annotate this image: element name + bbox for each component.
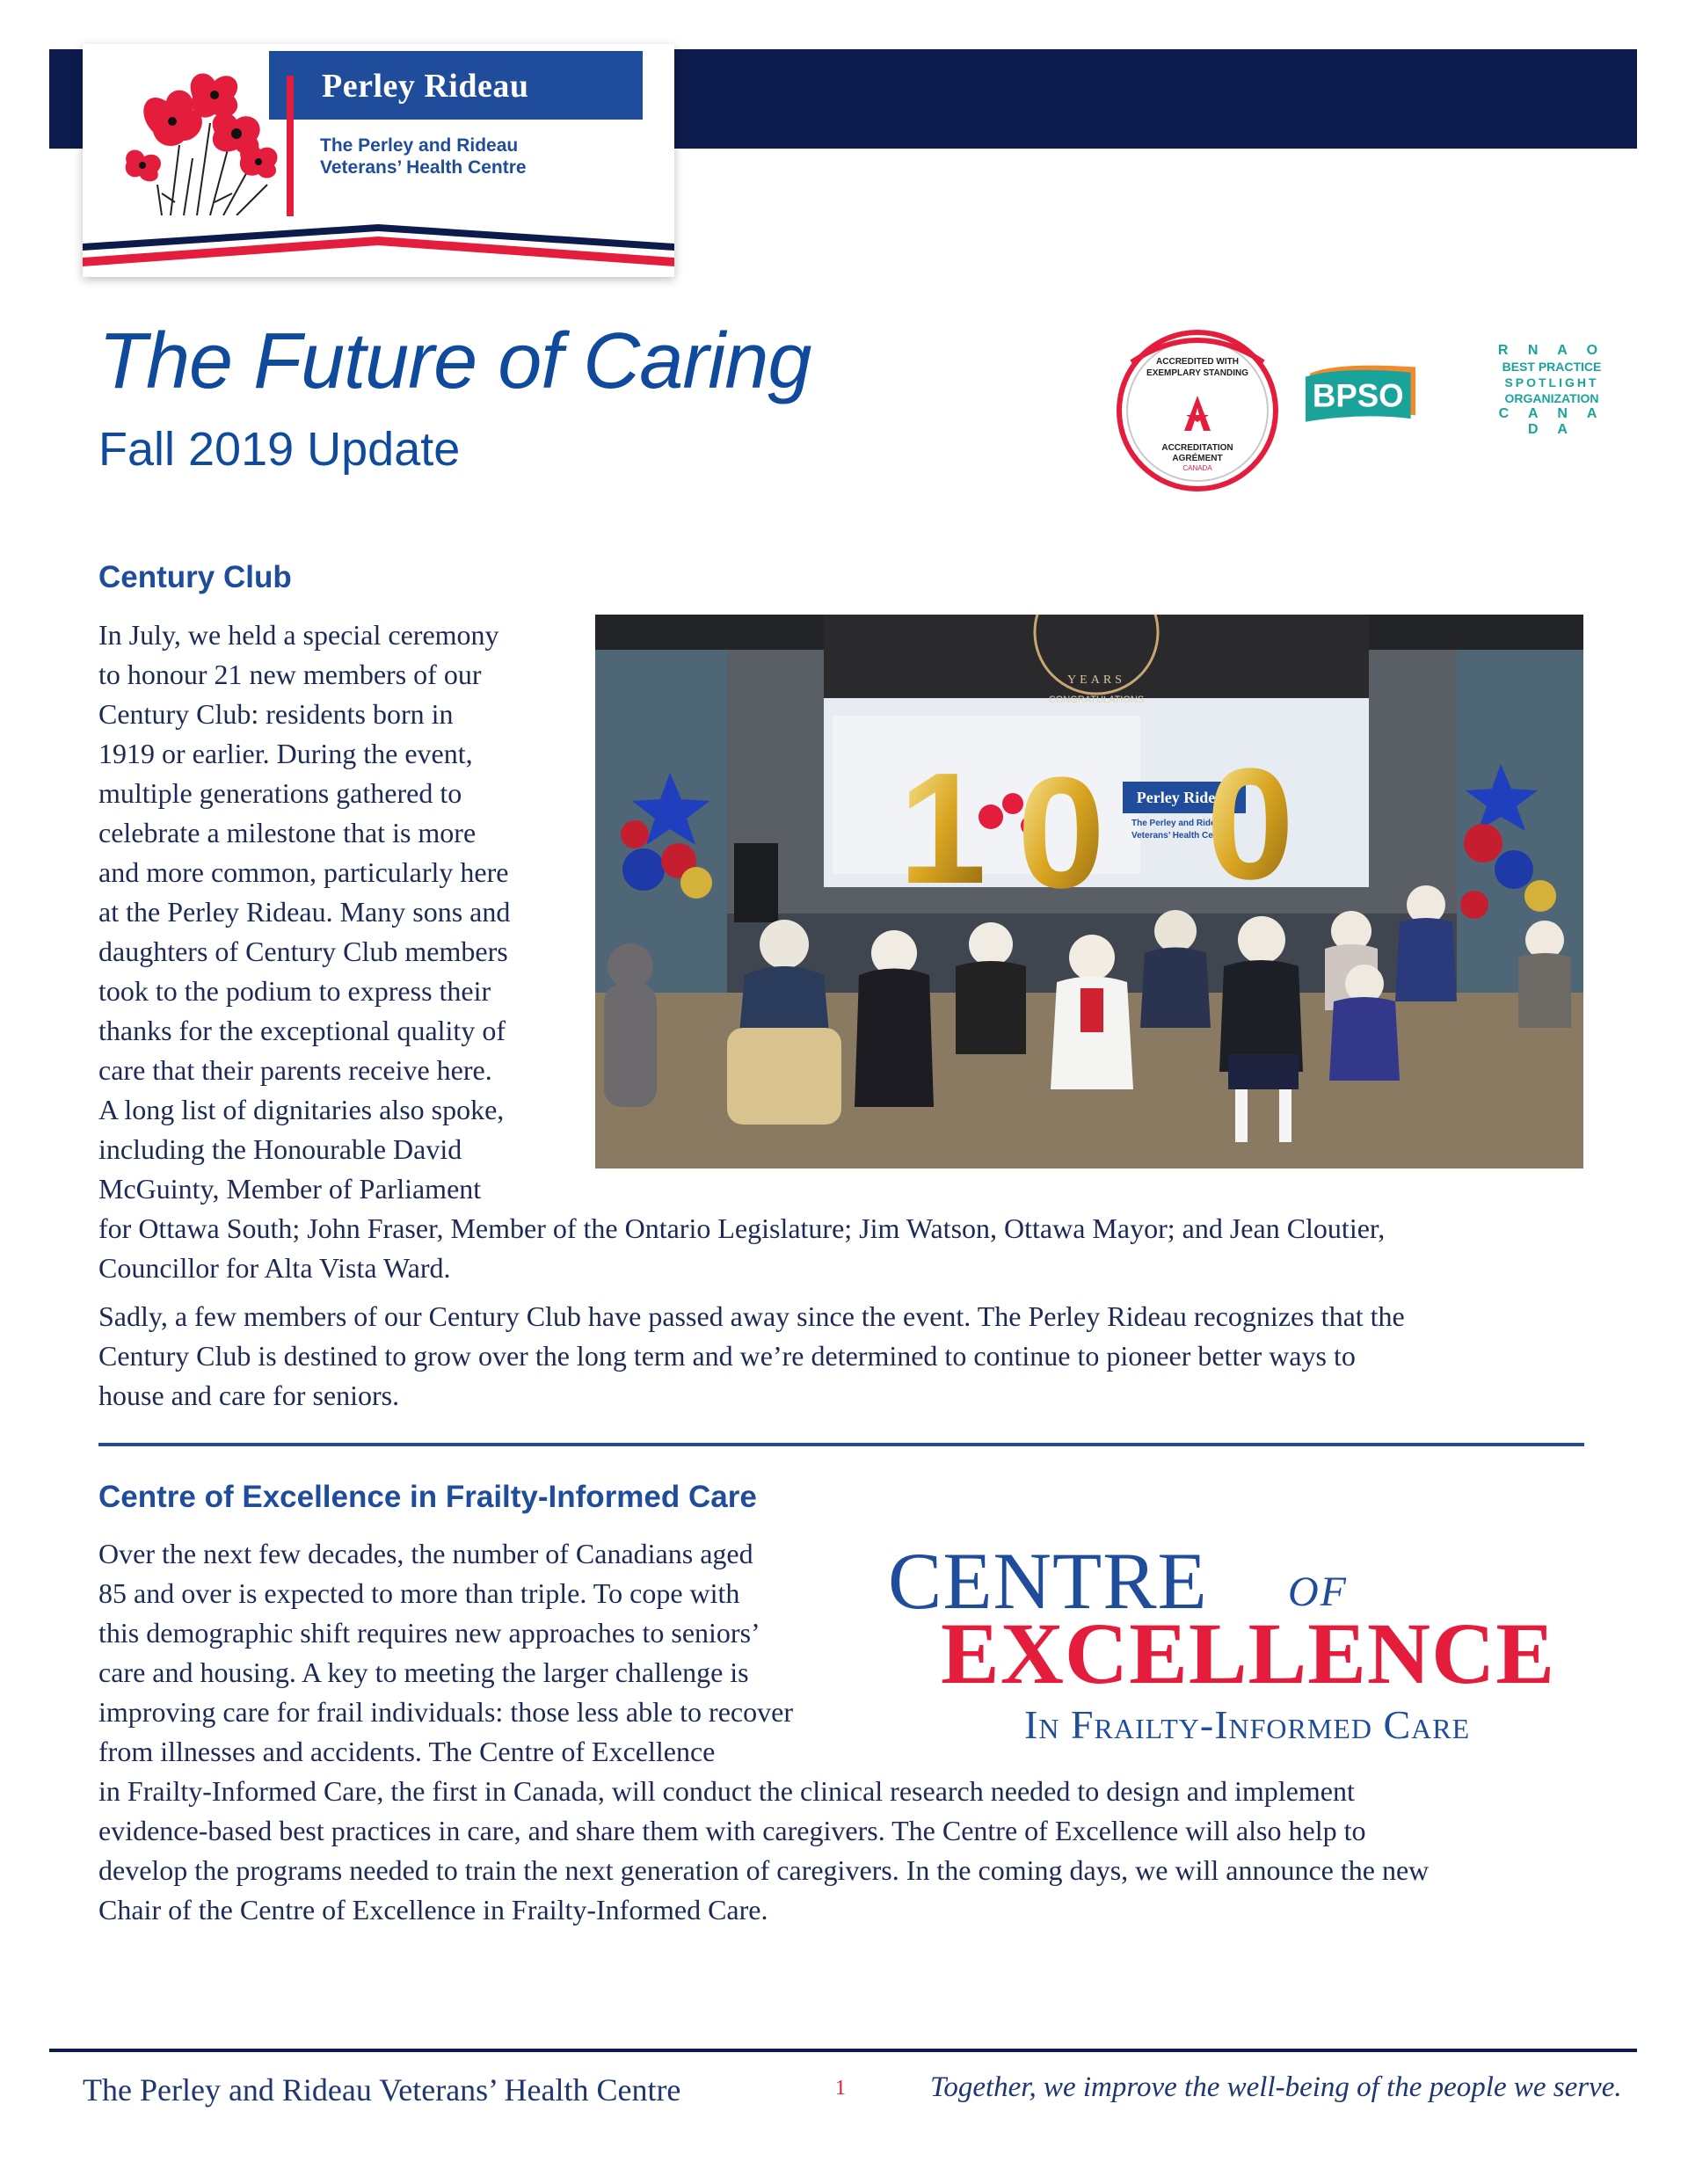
text-line: evidence-based best practices in care, and share them with caregivers. The Centre of Excellence will also help to bbox=[98, 1815, 1366, 1846]
page-number: 1 bbox=[835, 2077, 846, 2100]
screen-congratulations: CONGRATULATIONS bbox=[1048, 695, 1145, 705]
bpso-line1: BEST PRACTICE bbox=[1502, 360, 1602, 374]
text-line: Sadly, a few members of our Century Club have passed away since the event. The Perley Rideau recognizes that the bbox=[98, 1300, 1405, 1332]
text-line: develop the programs needed to train the next generation of caregivers. In the coming days, we will announce the new bbox=[98, 1854, 1430, 1886]
balloon-digit-1: 1 bbox=[898, 740, 987, 917]
bpso-rnao: R N A O bbox=[1497, 343, 1606, 358]
text-line: and more common, particularly here bbox=[98, 856, 509, 888]
century-club-wrapped-text bbox=[98, 615, 591, 1209]
coe-logo-excellence: EXCELLENCE bbox=[941, 1605, 1556, 1702]
screen-brand: Perley Rideau bbox=[1136, 789, 1233, 806]
centre-wrapped-text bbox=[98, 1534, 881, 1772]
brand-subtitle-line1: The Perley and Rideau bbox=[320, 135, 519, 156]
text-line: daughters of Century Club members bbox=[98, 935, 508, 967]
text-line: thanks for the exceptional quality of bbox=[98, 1015, 506, 1046]
centre-of-excellence-logo bbox=[888, 1534, 1591, 1745]
text-line: from illnesses and accidents. The Centre of Excellence bbox=[98, 1736, 716, 1767]
text-line: in Frailty-Informed Care, the first in Canada, will conduct the clinical research needed to design and implement bbox=[98, 1775, 1355, 1807]
coe-logo-of: OF bbox=[1288, 1569, 1348, 1615]
text-line: care and housing. A key to meeting the larger challenge is bbox=[98, 1656, 749, 1688]
text-line: Over the next few decades, the number of Canadians aged bbox=[98, 1538, 753, 1569]
brand-subtitle-line2: Veterans’ Health Centre bbox=[320, 157, 527, 178]
brand-red-bar bbox=[287, 76, 294, 216]
bpso-logo bbox=[1306, 341, 1486, 447]
page-title: The Future of Caring bbox=[98, 317, 811, 405]
text-line: Century Club is destined to grow over the long term and we’re determined to continue to pioneer better ways to bbox=[98, 1340, 1356, 1372]
text-line: care that their parents receive here. bbox=[98, 1054, 492, 1086]
seal-top-line2: EXEMPLARY STANDING bbox=[1146, 368, 1248, 378]
page-subtitle: Fall 2019 Update bbox=[98, 423, 461, 476]
text-line: In July, we held a special ceremony bbox=[98, 619, 499, 651]
text-line: Century Club: residents born in bbox=[98, 698, 454, 730]
text-line: including the Honourable David bbox=[98, 1133, 462, 1165]
centre-heading: Centre of Excellence in Frailty-Informed Care bbox=[98, 1480, 757, 1514]
text-line: to honour 21 new members of our bbox=[98, 659, 482, 690]
bpso-line3: ORGANIZATION bbox=[1504, 391, 1599, 405]
screen-sub2: Veterans’ Health Centre bbox=[1131, 831, 1230, 841]
bpso-label: BPSO bbox=[1312, 377, 1404, 414]
footer-divider bbox=[49, 2049, 1637, 2052]
text-line: for Ottawa South; John Fraser, Member of the Ontario Legislature; Jim Watson, Ottawa Mayor; and Jean Cloutier, bbox=[98, 1212, 1386, 1244]
text-line: McGuinty, Member of Parliament bbox=[98, 1173, 482, 1205]
accreditation-seal bbox=[1114, 327, 1281, 494]
section-divider bbox=[98, 1443, 1584, 1446]
screen-sub1: The Perley and Rideau bbox=[1131, 819, 1226, 828]
coe-logo-centre: CENTRE bbox=[888, 1536, 1208, 1626]
seal-bottom-line3: CANADA bbox=[1182, 464, 1212, 472]
footer-organization: The Perley and Rideau Veterans’ Health Centre bbox=[83, 2072, 681, 2108]
century-club-heading: Century Club bbox=[98, 560, 292, 594]
bpso-line2: SPOTLIGHT bbox=[1504, 375, 1599, 389]
seal-bottom-line2: AGRÉMENT bbox=[1172, 454, 1223, 463]
text-line: multiple generations gathered to bbox=[98, 777, 462, 809]
text-line: celebrate a milestone that is more bbox=[98, 817, 477, 848]
century-club-photo bbox=[595, 615, 1583, 1168]
seal-top-line1: ACCREDITED WITH bbox=[1156, 357, 1239, 367]
text-line: house and care for seniors. bbox=[98, 1380, 400, 1411]
seal-bottom-line1: ACCREDITATION bbox=[1161, 443, 1233, 453]
brand-subtitle bbox=[320, 135, 527, 178]
centre-full-text bbox=[98, 1772, 1611, 1930]
perley-rideau-logo bbox=[83, 44, 674, 277]
ceremony-photo-illustration bbox=[595, 615, 1583, 1168]
footer-tagline: Together, we improve the well-being of the people we serve. bbox=[930, 2071, 1622, 2103]
brand-name: Perley Rideau bbox=[322, 68, 529, 105]
balloon-digit-2: 0 bbox=[1016, 745, 1106, 921]
brand-name-box bbox=[269, 51, 643, 120]
text-line: Councillor for Alta Vista Ward. bbox=[98, 1252, 451, 1284]
text-line: Chair of the Centre of Excellence in Frailty-Informed Care. bbox=[98, 1894, 768, 1926]
text-line: 1919 or earlier. During the event, bbox=[98, 738, 473, 769]
logo-chevron-stripe bbox=[83, 224, 674, 277]
bpso-line4: C A N A D A bbox=[1498, 406, 1605, 437]
text-line: at the Perley Rideau. Many sons and bbox=[98, 896, 511, 928]
coe-logo-subtitle: In Frailty-Informed Care bbox=[1024, 1702, 1471, 1747]
text-line: 85 and over is expected to more than triple. To cope with bbox=[98, 1577, 740, 1609]
text-line: improving care for frail individuals: those less able to recover bbox=[98, 1696, 793, 1728]
text-line: A long list of dignitaries also spoke, bbox=[98, 1094, 505, 1125]
century-club-full-text bbox=[98, 1209, 1593, 1288]
text-line: this demographic shift requires new approaches to seniors’ bbox=[98, 1617, 760, 1649]
bpso-description bbox=[1495, 343, 1609, 438]
text-line: took to the podium to express their bbox=[98, 975, 491, 1007]
balloon-digit-3: 0 bbox=[1205, 736, 1295, 913]
screen-years: YEARS bbox=[1067, 673, 1125, 687]
century-club-paragraph-2 bbox=[98, 1297, 1593, 1416]
